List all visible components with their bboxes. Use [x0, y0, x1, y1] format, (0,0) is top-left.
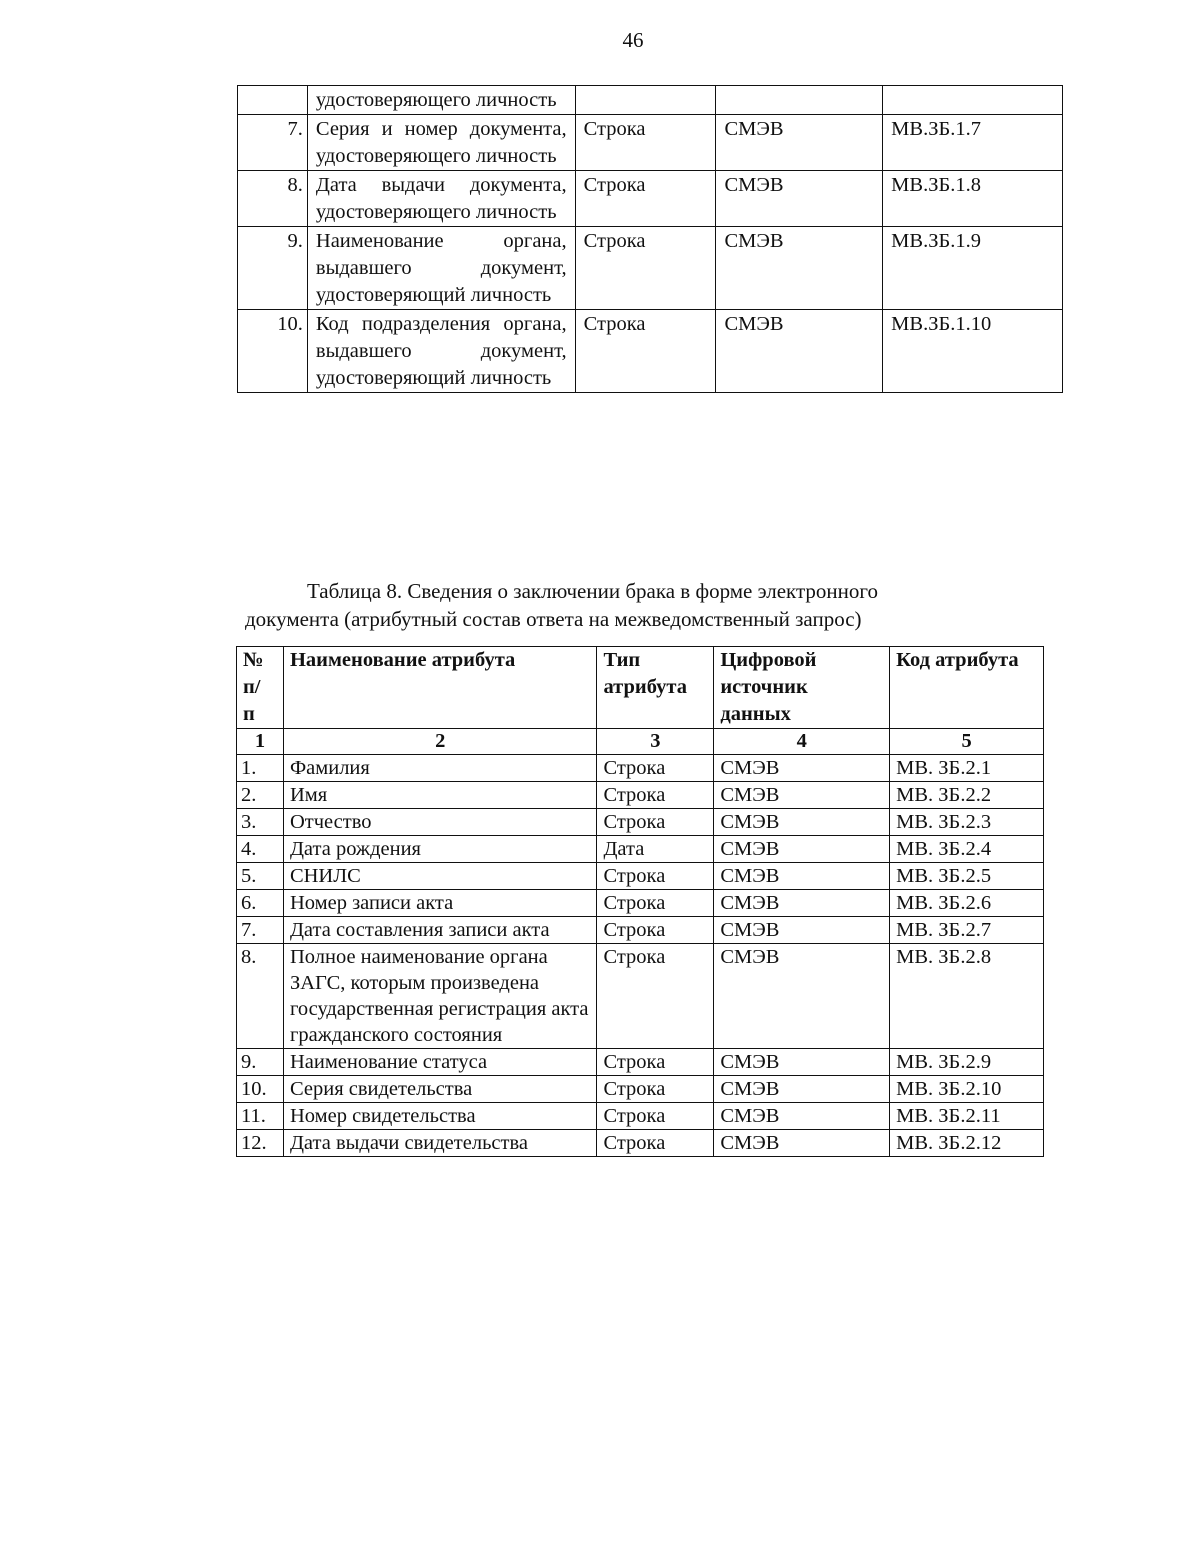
attribute-code: МВ. ЗБ.2.1: [890, 755, 1044, 782]
attribute-code: МВ. ЗБ.2.11: [890, 1103, 1044, 1130]
attribute-type: Строка: [597, 755, 714, 782]
table-row: [237, 944, 1044, 1049]
attribute-type: Строка: [575, 171, 716, 227]
table-row: [238, 227, 1063, 310]
data-source: СМЭВ: [714, 782, 890, 809]
column-number: 2: [283, 729, 596, 755]
table-row: [237, 1103, 1044, 1130]
header-attribute-name: Наименование атрибута: [283, 647, 596, 729]
column-numbers-row: [237, 729, 1044, 755]
attribute-code: МВ. ЗБ.2.10: [890, 1076, 1044, 1103]
row-number: 10.: [237, 1076, 284, 1103]
table-caption: [245, 577, 965, 633]
attribute-type: Строка: [597, 944, 714, 1049]
row-number: 9.: [238, 227, 308, 310]
attribute-type: Строка: [597, 1076, 714, 1103]
row-number: 2.: [237, 782, 284, 809]
attribute-type: Строка: [597, 782, 714, 809]
table-row: [237, 836, 1044, 863]
data-source: СМЭВ: [714, 836, 890, 863]
data-source: СМЭВ: [714, 1076, 890, 1103]
attribute-name: Наименование органа, выдавшего документ, удостоверяющий личность: [307, 227, 575, 310]
attribute-code: МВ. ЗБ.2.6: [890, 890, 1044, 917]
attribute-type: Строка: [597, 917, 714, 944]
attribute-code: МВ. ЗБ.2.5: [890, 863, 1044, 890]
data-source: СМЭВ: [716, 115, 883, 171]
row-number: 12.: [237, 1130, 284, 1157]
attribute-type: Строка: [597, 890, 714, 917]
attribute-name: Наименование статуса: [283, 1049, 596, 1076]
row-number: 4.: [237, 836, 284, 863]
attribute-name: Дата составления записи акта: [283, 917, 596, 944]
attribute-name: Дата выдачи документа, удостоверяющего личность: [307, 171, 575, 227]
attribute-name: Дата рождения: [283, 836, 596, 863]
attribute-type: Строка: [575, 227, 716, 310]
attribute-name: Имя: [283, 782, 596, 809]
column-number: 3: [597, 729, 714, 755]
attribute-code: МВ.ЗБ.1.8: [883, 171, 1063, 227]
column-number: 5: [890, 729, 1044, 755]
caption-line-1: Таблица 8. Сведения о заключении брака в форме электронного: [307, 579, 878, 603]
table-row: [238, 310, 1063, 393]
attribute-type: Строка: [597, 1049, 714, 1076]
caption-line-2: документа (атрибутный состав ответа на межведомственный запрос): [245, 607, 862, 631]
attribute-name: Полное наименование органа ЗАГС, которым произведена государственная регистрация акта гражданского состояния: [283, 944, 596, 1049]
row-number: 1.: [237, 755, 284, 782]
attribute-type: Строка: [575, 310, 716, 393]
table-row: [237, 1130, 1044, 1157]
header-attribute-code: Код атрибута: [890, 647, 1044, 729]
attribute-name: удостоверяющего личность: [307, 86, 575, 115]
attribute-name: Отчество: [283, 809, 596, 836]
attribute-name: Фамилия: [283, 755, 596, 782]
attributes-table-continued: [237, 85, 1063, 393]
header-attribute-type: Тип атрибута: [597, 647, 714, 729]
data-source: [716, 86, 883, 115]
data-source: СМЭВ: [716, 171, 883, 227]
attribute-name: Номер записи акта: [283, 890, 596, 917]
attribute-name: Дата выдачи свидетельства: [283, 1130, 596, 1157]
table-row: [237, 755, 1044, 782]
data-source: СМЭВ: [714, 809, 890, 836]
table-row: [237, 1049, 1044, 1076]
attribute-code: [883, 86, 1063, 115]
row-number: 8.: [237, 944, 284, 1049]
row-number: [238, 86, 308, 115]
table-row: [237, 1076, 1044, 1103]
table-row: [237, 809, 1044, 836]
attribute-type: [575, 86, 716, 115]
attribute-code: МВ.ЗБ.1.9: [883, 227, 1063, 310]
table-row: [238, 86, 1063, 115]
attribute-code: МВ.ЗБ.1.7: [883, 115, 1063, 171]
attribute-name: Серия свидетельства: [283, 1076, 596, 1103]
attribute-code: МВ. ЗБ.2.12: [890, 1130, 1044, 1157]
attribute-type: Строка: [597, 809, 714, 836]
attribute-type: Дата: [597, 836, 714, 863]
attribute-name: Серия и номер документа, удостоверяющего личность: [307, 115, 575, 171]
row-number: 11.: [237, 1103, 284, 1130]
column-number: 1: [237, 729, 284, 755]
data-source: СМЭВ: [714, 890, 890, 917]
data-source: СМЭВ: [716, 310, 883, 393]
attribute-type: Строка: [597, 863, 714, 890]
table-row: [237, 917, 1044, 944]
row-number: 5.: [237, 863, 284, 890]
row-number: 9.: [237, 1049, 284, 1076]
row-number: 10.: [238, 310, 308, 393]
page-number: 46: [622, 28, 644, 52]
table-row: [237, 890, 1044, 917]
attribute-code: МВ. ЗБ.2.8: [890, 944, 1044, 1049]
attribute-name: Номер свидетельства: [283, 1103, 596, 1130]
marriage-attributes-table: [236, 646, 1044, 1157]
row-number: 7.: [237, 917, 284, 944]
header-number: № п/ п: [237, 647, 284, 729]
table-row: [237, 863, 1044, 890]
attribute-code: МВ.ЗБ.1.10: [883, 310, 1063, 393]
table-row: [238, 115, 1063, 171]
attribute-name: Код подразделения органа, выдавшего документ, удостоверяющий личность: [307, 310, 575, 393]
table-header-row: [237, 647, 1044, 729]
attribute-type: Строка: [575, 115, 716, 171]
attribute-code: МВ. ЗБ.2.7: [890, 917, 1044, 944]
row-number: 7.: [238, 115, 308, 171]
header-data-source: Цифровой источник данных: [714, 647, 890, 729]
data-source: СМЭВ: [714, 863, 890, 890]
data-source: СМЭВ: [714, 1049, 890, 1076]
attribute-type: Строка: [597, 1103, 714, 1130]
attribute-code: МВ. ЗБ.2.3: [890, 809, 1044, 836]
data-source: СМЭВ: [714, 1130, 890, 1157]
attribute-name: СНИЛС: [283, 863, 596, 890]
data-source: СМЭВ: [714, 755, 890, 782]
data-source: СМЭВ: [714, 917, 890, 944]
row-number: 3.: [237, 809, 284, 836]
attribute-code: МВ. ЗБ.2.9: [890, 1049, 1044, 1076]
table-row: [237, 782, 1044, 809]
row-number: 8.: [238, 171, 308, 227]
attribute-code: МВ. ЗБ.2.4: [890, 836, 1044, 863]
attribute-code: МВ. ЗБ.2.2: [890, 782, 1044, 809]
column-number: 4: [714, 729, 890, 755]
data-source: СМЭВ: [714, 944, 890, 1049]
table-row: [238, 171, 1063, 227]
data-source: СМЭВ: [714, 1103, 890, 1130]
row-number: 6.: [237, 890, 284, 917]
attribute-type: Строка: [597, 1130, 714, 1157]
data-source: СМЭВ: [716, 227, 883, 310]
